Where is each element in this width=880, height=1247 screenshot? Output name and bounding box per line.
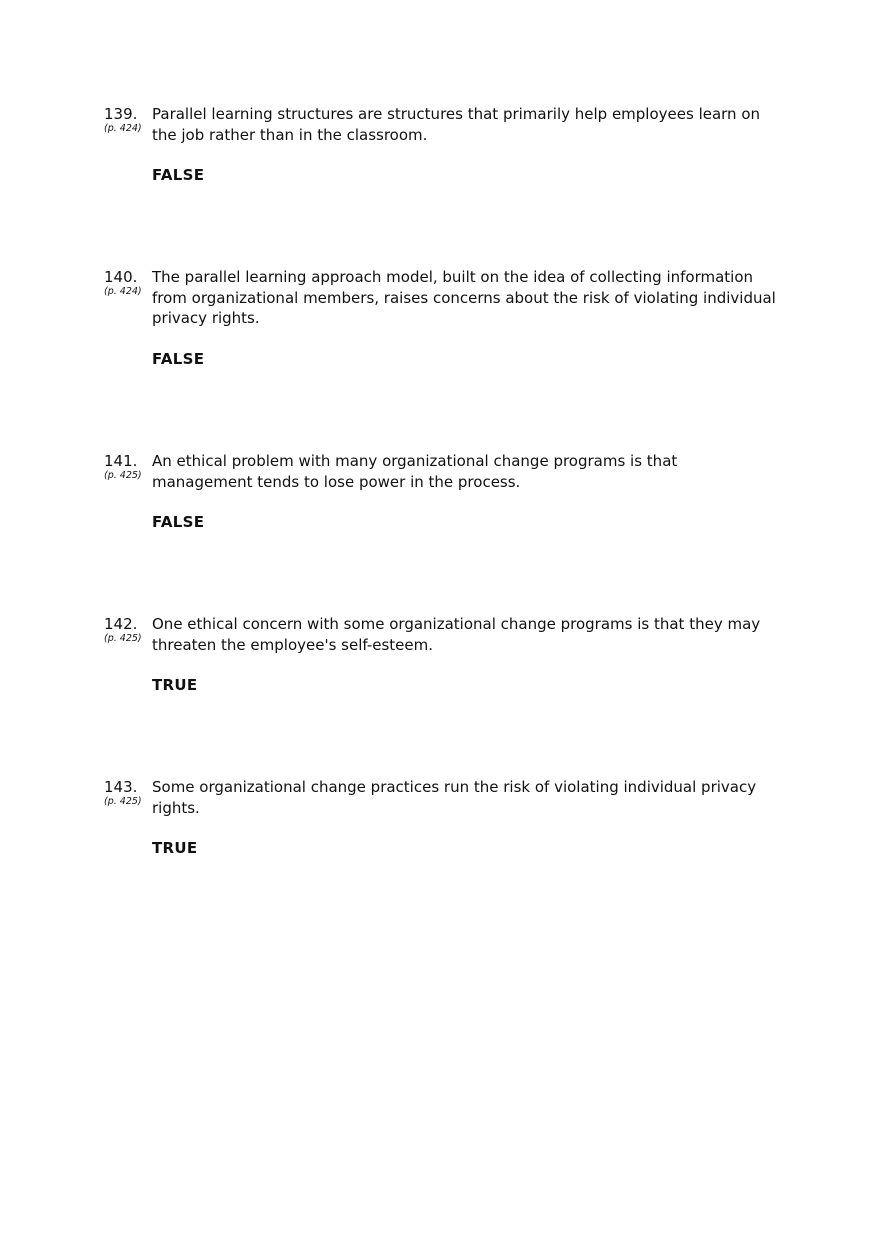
question-text: Some organizational change practices run the risk of violating individual privacy rights. — [152, 778, 757, 817]
page-reference: (p. 425) — [104, 796, 142, 807]
answer-label: FALSE — [152, 513, 205, 531]
question-number: 142. — [104, 615, 138, 633]
question-text: One ethical concern with some organizational change programs is that they may threaten the employee's self-esteem. — [152, 615, 761, 654]
answer-label: FALSE — [152, 350, 205, 368]
question-number: 141. — [104, 452, 138, 470]
question-number: 143. — [104, 778, 138, 796]
question-number: 139. — [104, 105, 138, 123]
question-text: An ethical problem with many organizational change programs is that management tends to lose power in the process. — [152, 452, 678, 491]
question-text: The parallel learning approach model, built on the idea of collecting information from organizational members, raises concerns about the risk of violating individual privacy rights. — [152, 268, 776, 327]
page-reference: (p. 424) — [104, 123, 142, 134]
page-reference: (p. 424) — [104, 286, 142, 297]
page-reference: (p. 425) — [104, 470, 142, 481]
question-number: 140. — [104, 268, 138, 286]
page-reference: (p. 425) — [104, 633, 142, 644]
answer-label: FALSE — [152, 166, 205, 184]
answer-label: TRUE — [152, 676, 198, 694]
answer-label: TRUE — [152, 839, 198, 857]
question-text: Parallel learning structures are structures that primarily help employees learn on the job rather than in the classroom. — [152, 105, 761, 144]
